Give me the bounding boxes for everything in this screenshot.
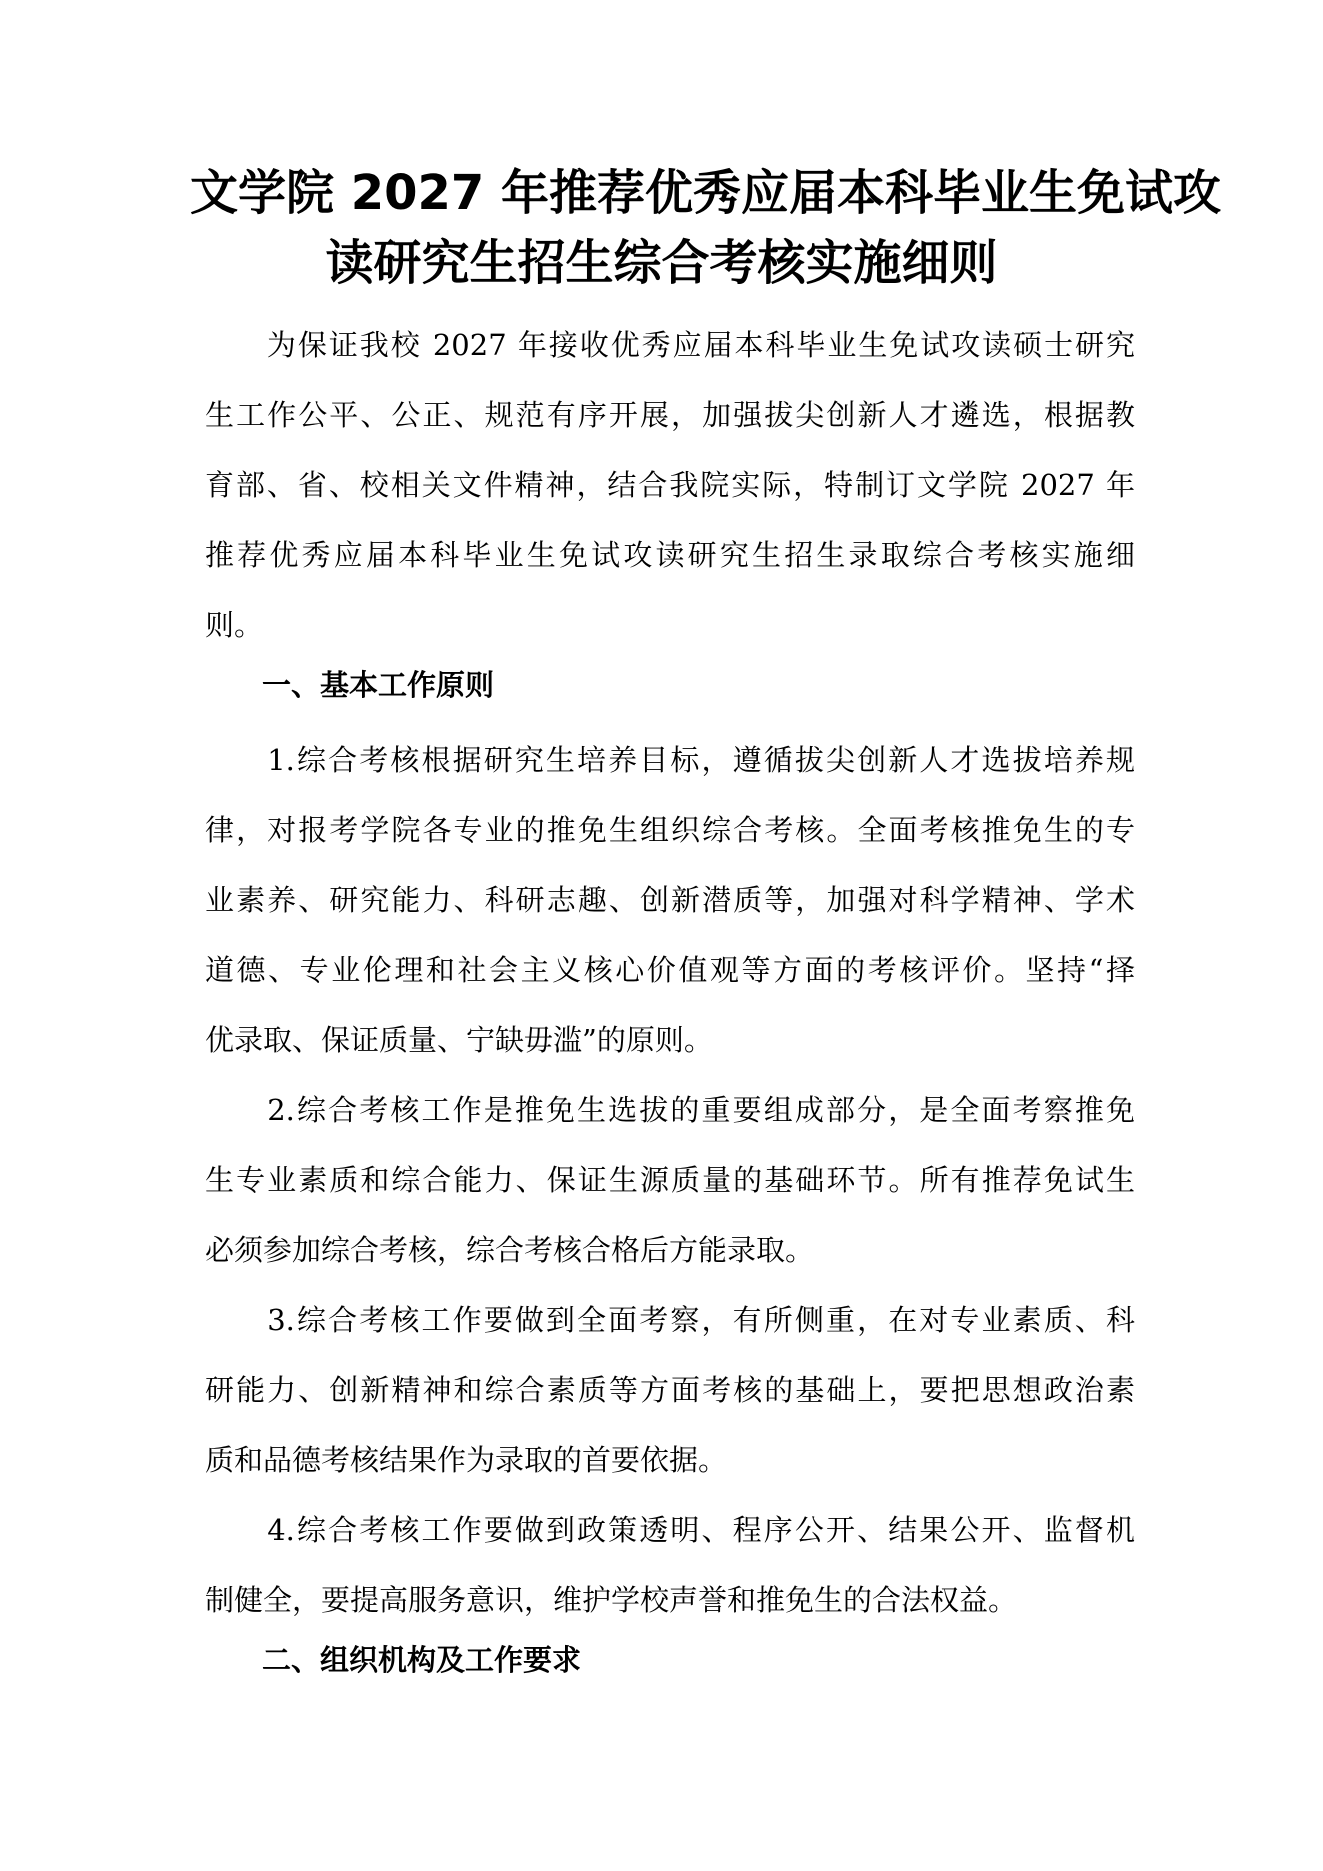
section-2-heading: 二、组织机构及工作要求 [262, 1643, 582, 1677]
intro-line: 则。 [205, 608, 264, 642]
intro-line: 生工作公平、公正、规范有序开展，加强拔尖创新人才遴选，根据教 [205, 398, 1135, 432]
item-4-line: 制健全，要提高服务意识，维护学校声誉和推免生的合法权益。 [205, 1583, 1018, 1617]
item-1-line: 优录取、保证质量、宁缺毋滥”的原则。 [205, 1023, 713, 1057]
item-3-line: 质和品德考核结果作为录取的首要依据。 [205, 1443, 728, 1477]
item-3-paragraph [205, 1285, 1135, 1495]
document-title-line-2: 读研究生招生综合考核实施细则 [325, 235, 998, 291]
intro-paragraph [205, 310, 1135, 660]
item-4-line: 4.综合考核工作要做到政策透明、程序公开、结果公开、监督机 [205, 1513, 1135, 1547]
document-title-line-1: 文学院 2027 年推荐优秀应届本科毕业生免试攻 [190, 165, 1222, 221]
intro-line: 育部、省、校相关文件精神，结合我院实际，特制订文学院 2027 年 [205, 468, 1135, 502]
intro-line: 推荐优秀应届本科毕业生免试攻读研究生招生录取综合考核实施细 [205, 538, 1135, 572]
item-2-line: 生专业素质和综合能力、保证生源质量的基础环节。所有推荐免试生 [205, 1163, 1135, 1197]
item-2-paragraph [205, 1075, 1135, 1285]
item-4-paragraph [205, 1495, 1135, 1635]
item-2-line: 必须参加综合考核，综合考核合格后方能录取。 [205, 1233, 815, 1267]
item-3-line: 3.综合考核工作要做到全面考察，有所侧重，在对专业素质、科 [205, 1303, 1135, 1337]
item-1-paragraph [205, 725, 1135, 1075]
item-1-line: 业素养、研究能力、科研志趣、创新潜质等，加强对科学精神、学术 [205, 883, 1135, 917]
section-1-heading: 一、基本工作原则 [262, 668, 495, 702]
item-1-line: 道德、专业伦理和社会主义核心价值观等方面的考核评价。坚持“择 [205, 953, 1135, 987]
intro-line: 为保证我校 2027 年接收优秀应届本科毕业生免试攻读硕士研究 [205, 328, 1135, 362]
item-2-line: 2.综合考核工作是推免生选拔的重要组成部分，是全面考察推免 [205, 1093, 1135, 1127]
item-1-line: 律，对报考学院各专业的推免生组织综合考核。全面考核推免生的专 [205, 813, 1135, 847]
item-3-line: 研能力、创新精神和综合素质等方面考核的基础上，要把思想政治素 [205, 1373, 1135, 1407]
item-1-line: 1.综合考核根据研究生培养目标，遵循拔尖创新人才选拔培养规 [205, 743, 1135, 777]
